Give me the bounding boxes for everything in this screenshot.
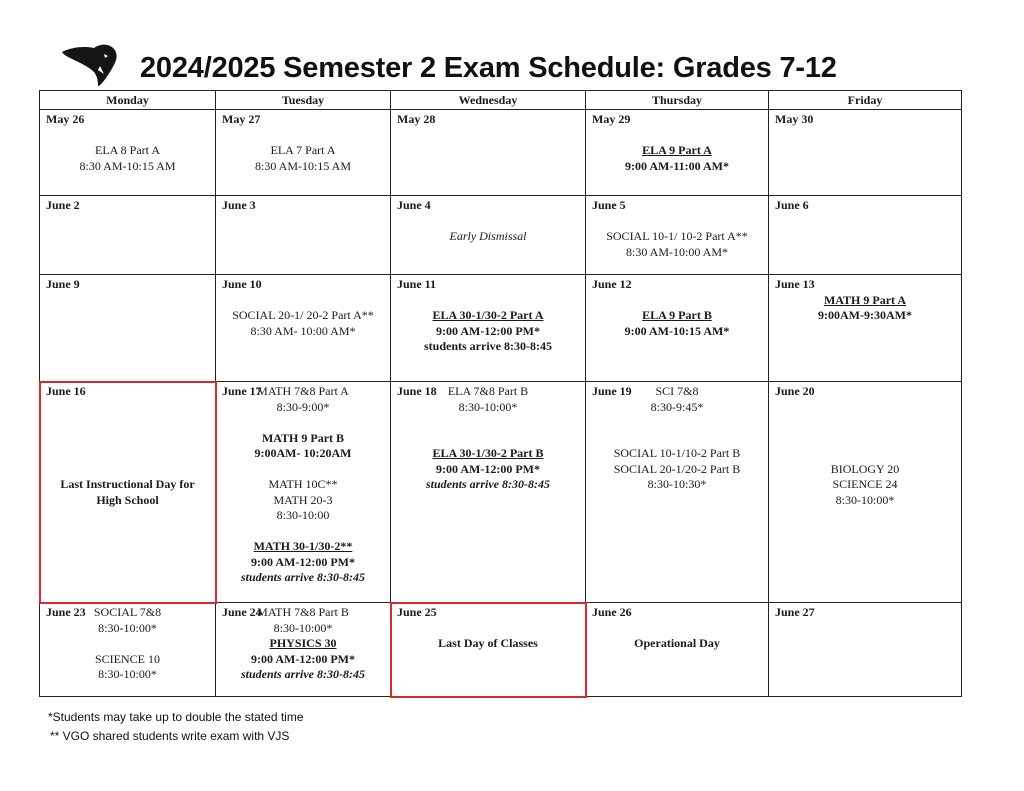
exam-line: 8:30 AM-10:15 AM bbox=[79, 158, 176, 173]
day-date: June 5 bbox=[592, 198, 626, 212]
day-cell bbox=[216, 110, 391, 196]
day-cell bbox=[391, 110, 586, 196]
day-cell bbox=[40, 603, 216, 697]
day-cell bbox=[216, 603, 391, 697]
page-title: 2024/2025 Semester 2 Exam Schedule: Grades 7-12 bbox=[140, 52, 837, 84]
day-cell bbox=[391, 196, 586, 275]
day-date: May 26 bbox=[46, 112, 85, 126]
day-date: June 10 bbox=[222, 277, 262, 291]
exam-line bbox=[775, 400, 955, 416]
exam-line: 8:30-10:00* bbox=[835, 492, 895, 507]
exam-line: 8:30-10:00* bbox=[98, 620, 157, 635]
exam-line bbox=[397, 293, 579, 309]
exam-line: SCI 7&8 bbox=[655, 384, 699, 398]
exam-line: BIOLOGY 20 bbox=[830, 461, 900, 476]
day-date: June 24 bbox=[222, 605, 262, 619]
day-date: June 16 bbox=[46, 384, 86, 398]
exam-entries bbox=[397, 293, 579, 355]
day-cell bbox=[216, 382, 391, 603]
exam-line: MATH 10C** bbox=[268, 477, 338, 491]
exam-line bbox=[592, 415, 762, 431]
exam-line: students arrive 8:30-8:45 bbox=[424, 339, 552, 353]
exam-line: 8:30 AM- 10:00 AM* bbox=[250, 323, 356, 338]
day-cell bbox=[586, 382, 769, 603]
exam-line: students arrive 8:30-8:45 bbox=[426, 477, 550, 491]
header-tuesday: Tuesday bbox=[216, 91, 391, 110]
footnote-vgo-shared: ** VGO shared students write exam with VJS bbox=[50, 729, 290, 743]
exam-line: 8:30-9:45* bbox=[650, 399, 704, 414]
exam-line: students arrive 8:30-8:45 bbox=[241, 570, 365, 584]
day-cell bbox=[586, 275, 769, 382]
exam-line: MATH 20-3 bbox=[273, 492, 333, 507]
exam-line: 8:30-10:00* bbox=[273, 620, 333, 635]
exam-line: Last Day of Classes bbox=[438, 636, 538, 650]
weekday-header-row bbox=[40, 91, 962, 110]
day-date: June 19 bbox=[592, 384, 632, 398]
exam-line: MATH 30-1/30-2** bbox=[253, 539, 353, 553]
exam-line: 9:00AM-9:30AM* bbox=[818, 308, 912, 322]
exam-line bbox=[46, 446, 209, 462]
day-date: June 2 bbox=[46, 198, 80, 212]
exam-line: ELA 30-1/30-2 Part A bbox=[432, 308, 544, 322]
exam-entries bbox=[775, 400, 955, 509]
exam-line bbox=[592, 293, 762, 309]
exam-line: 9:00 AM-10:15 AM* bbox=[624, 323, 730, 338]
day-date: June 18 bbox=[397, 384, 437, 398]
exam-line: Operational Day bbox=[634, 636, 720, 650]
day-date: June 20 bbox=[775, 384, 815, 398]
exam-line: SCIENCE 10 bbox=[94, 651, 160, 666]
exam-line bbox=[397, 415, 579, 431]
exam-line bbox=[592, 214, 762, 230]
exam-line: 9:00AM- 10:20AM bbox=[254, 446, 352, 460]
day-cell bbox=[40, 196, 216, 275]
day-cell bbox=[40, 110, 216, 196]
week-row bbox=[40, 275, 962, 382]
day-cell bbox=[216, 196, 391, 275]
footnote-double-time: *Students may take up to double the stated time bbox=[48, 710, 304, 724]
exam-entries bbox=[592, 621, 762, 652]
exam-line: High School bbox=[96, 492, 159, 507]
exam-line bbox=[222, 524, 384, 540]
exam-line: ELA 9 Part A bbox=[642, 143, 712, 157]
panther-logo-icon bbox=[60, 44, 120, 88]
exam-line bbox=[397, 621, 579, 637]
exam-line: MATH 7&8 Part A bbox=[257, 384, 349, 398]
header-thursday: Thursday bbox=[586, 91, 769, 110]
day-date: June 26 bbox=[592, 605, 632, 619]
exam-line: ELA 8 Part A bbox=[95, 143, 160, 157]
exam-line bbox=[222, 415, 384, 431]
exam-line bbox=[46, 400, 209, 416]
day-cell bbox=[586, 196, 769, 275]
exam-line: Early Dismissal bbox=[449, 229, 527, 243]
exam-entries bbox=[592, 293, 762, 340]
day-cell bbox=[391, 603, 586, 697]
exam-line: SOCIAL 10-1/10-2 Part B bbox=[613, 446, 741, 460]
exam-line bbox=[775, 446, 955, 462]
exam-line bbox=[222, 128, 384, 144]
day-date: May 28 bbox=[397, 112, 436, 126]
exam-entries bbox=[592, 214, 762, 261]
exam-entries bbox=[46, 128, 209, 175]
exam-line: 8:30-10:00 bbox=[276, 508, 330, 522]
day-date: June 4 bbox=[397, 198, 431, 212]
exam-line: 9:00 AM-12:00 PM* bbox=[436, 323, 540, 338]
day-date: June 27 bbox=[775, 605, 815, 619]
day-cell bbox=[769, 110, 962, 196]
header-monday: Monday bbox=[40, 91, 216, 110]
exam-line: students arrive 8:30-8:45 bbox=[241, 667, 365, 681]
exam-line: 9:00 AM-12:00 PM* bbox=[251, 651, 355, 666]
week-row bbox=[40, 196, 962, 275]
exam-line bbox=[397, 214, 579, 230]
day-date: June 3 bbox=[222, 198, 256, 212]
exam-line: 9:00 AM-12:00 PM* bbox=[251, 554, 355, 569]
exam-line: 8:30-10:00* bbox=[98, 667, 157, 681]
exam-line: 8:30-10:00* bbox=[458, 399, 518, 414]
exam-line: 8:30-10:30* bbox=[647, 477, 707, 491]
exam-line bbox=[775, 431, 955, 447]
day-date: June 13 bbox=[775, 277, 815, 291]
exam-schedule-table bbox=[39, 90, 962, 697]
week-row bbox=[40, 603, 962, 697]
exam-entries bbox=[592, 128, 762, 175]
day-cell bbox=[586, 603, 769, 697]
exam-line: 9:00 AM-11:00 AM* bbox=[625, 158, 729, 173]
exam-entries bbox=[222, 293, 384, 340]
day-date: May 27 bbox=[222, 112, 261, 126]
exam-line bbox=[592, 621, 762, 637]
day-cell bbox=[769, 603, 962, 697]
day-date: May 29 bbox=[592, 112, 631, 126]
exam-entries bbox=[592, 384, 762, 493]
exam-line bbox=[46, 431, 209, 447]
exam-line: 8:30 AM-10:00 AM* bbox=[625, 244, 728, 259]
exam-line: SOCIAL 20-1/20-2 Part B bbox=[613, 461, 741, 476]
exam-line: SCIENCE 24 bbox=[832, 477, 898, 491]
exam-line: 8:30-9:00* bbox=[276, 399, 330, 414]
day-cell bbox=[769, 382, 962, 603]
exam-line: SOCIAL 7&8 bbox=[93, 605, 162, 619]
day-cell bbox=[769, 196, 962, 275]
day-cell bbox=[769, 275, 962, 382]
day-cell bbox=[586, 110, 769, 196]
exam-line bbox=[46, 128, 209, 144]
exam-line bbox=[775, 415, 955, 431]
day-date: June 17 bbox=[222, 384, 262, 398]
exam-line bbox=[397, 431, 579, 447]
day-date: May 30 bbox=[775, 112, 814, 126]
exam-line: ELA 9 Part B bbox=[642, 308, 712, 322]
exam-line: 8:30 AM-10:15 AM bbox=[254, 158, 351, 173]
week-row bbox=[40, 110, 962, 196]
exam-line: MATH 7&8 Part B bbox=[257, 605, 349, 619]
day-cell bbox=[40, 382, 216, 603]
week-row bbox=[40, 382, 962, 603]
exam-line: SOCIAL 10-1/ 10-2 Part A** bbox=[606, 229, 748, 243]
exam-line bbox=[592, 128, 762, 144]
exam-line: Last Instructional Day for bbox=[60, 477, 195, 491]
exam-line: MATH 9 Part B bbox=[261, 430, 345, 445]
exam-line: ELA 7&8 Part B bbox=[447, 384, 529, 398]
exam-line bbox=[222, 462, 384, 478]
day-date: June 23 bbox=[46, 605, 86, 619]
exam-line bbox=[46, 636, 209, 652]
day-cell bbox=[40, 275, 216, 382]
exam-entries bbox=[46, 400, 209, 509]
exam-line: ELA 7 Part A bbox=[270, 143, 336, 157]
exam-line bbox=[592, 431, 762, 447]
day-date: June 12 bbox=[592, 277, 632, 291]
header-wednesday: Wednesday bbox=[391, 91, 586, 110]
exam-line bbox=[46, 462, 209, 478]
exam-entries bbox=[397, 621, 579, 652]
exam-entries bbox=[397, 384, 579, 493]
exam-entries bbox=[775, 293, 955, 324]
exam-line: PHYSICS 30 bbox=[269, 636, 337, 650]
day-date: June 11 bbox=[397, 277, 437, 291]
exam-line: ELA 30-1/30-2 Part B bbox=[432, 446, 544, 460]
day-cell bbox=[391, 382, 586, 603]
header-friday: Friday bbox=[769, 91, 962, 110]
exam-line: 9:00 AM-12:00 PM* bbox=[436, 461, 540, 476]
exam-line: SOCIAL 20-1/ 20-2 Part A** bbox=[232, 308, 374, 322]
exam-line bbox=[46, 415, 209, 431]
exam-entries bbox=[397, 214, 579, 245]
exam-line: MATH 9 Part A bbox=[823, 292, 907, 307]
day-date: June 6 bbox=[775, 198, 809, 212]
day-cell bbox=[391, 275, 586, 382]
exam-line bbox=[222, 293, 384, 309]
day-date: June 9 bbox=[46, 277, 80, 291]
day-cell bbox=[216, 275, 391, 382]
exam-entries bbox=[222, 384, 384, 586]
day-date: June 25 bbox=[397, 605, 437, 619]
exam-entries bbox=[222, 128, 384, 175]
